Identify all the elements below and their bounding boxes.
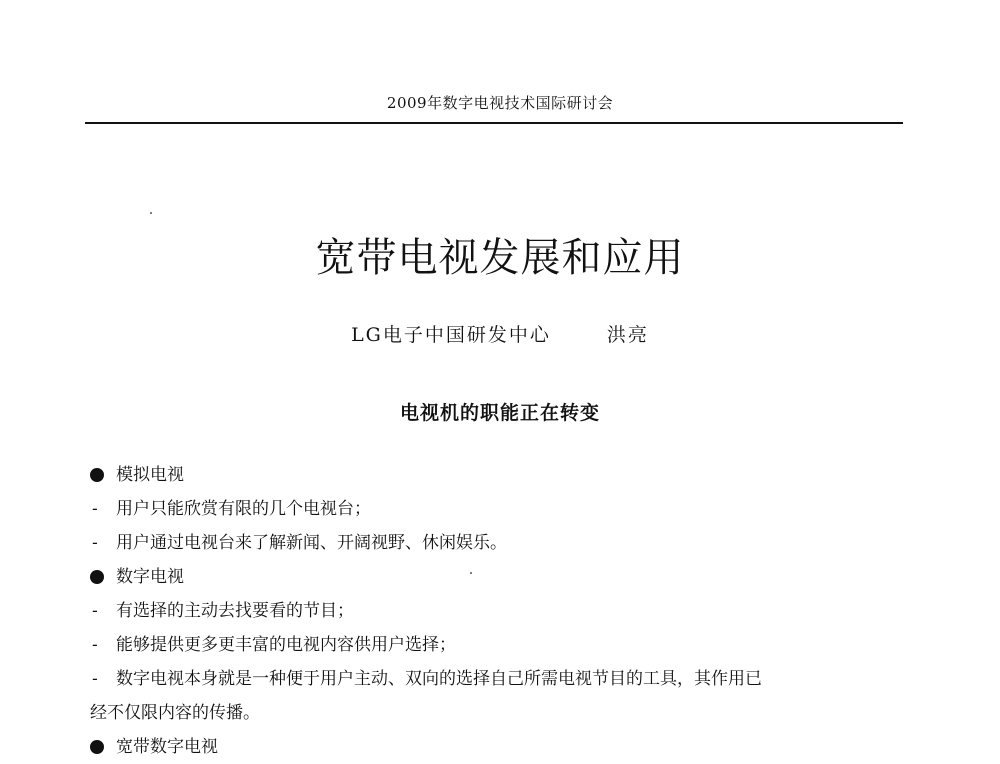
list-item-text: 数字电视本身就是一种便于用户主动、双向的选择自己所需电视节目的工具，其作用已: [116, 669, 762, 689]
dash-marker: -: [92, 499, 98, 519]
author-name: 洪亮: [606, 324, 649, 346]
list-item-text: 能够提供更多更丰富的电视内容供用户选择；: [116, 635, 456, 655]
list-item-text: 数字电视: [116, 567, 184, 587]
list-item: [90, 492, 910, 526]
header-rule: [85, 122, 903, 124]
dash-marker: -: [92, 669, 98, 689]
list-item-text: 模拟电视: [116, 465, 184, 485]
list-item-text: 经不仅限内容的传播。: [90, 703, 260, 723]
byline: [0, 320, 1000, 347]
list-item-continuation: [90, 696, 910, 730]
bullet-icon: [90, 468, 104, 482]
list-item: [90, 458, 910, 492]
dash-marker: -: [92, 533, 98, 553]
section-heading: 电视机的职能正在转变: [399, 402, 600, 424]
content-list: [90, 458, 910, 764]
scan-speck: [150, 212, 152, 214]
list-item: [90, 560, 910, 594]
bullet-icon: [90, 740, 104, 754]
list-item-text: 有选择的主动去找要看的节目；: [116, 601, 354, 621]
paper-title: 宽带电视发展和应用: [315, 235, 685, 281]
bullet-icon: [90, 570, 104, 584]
list-item: [90, 526, 910, 560]
dash-marker: -: [92, 635, 98, 655]
list-item-text: 用户只能欣赏有限的几个电视台；: [116, 499, 371, 519]
list-item: [90, 594, 910, 628]
list-item: [90, 628, 910, 662]
list-item: [90, 662, 910, 696]
running-header: 2009年数字电视技术国际研讨会: [386, 94, 614, 112]
list-item: [90, 730, 910, 764]
affiliation: LG电子中国研发中心: [351, 324, 551, 346]
list-item-text: 宽带数字电视: [116, 737, 218, 757]
list-item-text: 用户通过电视台来了解新闻、开阔视野、休闲娱乐。: [116, 533, 507, 553]
dash-marker: -: [92, 601, 98, 621]
